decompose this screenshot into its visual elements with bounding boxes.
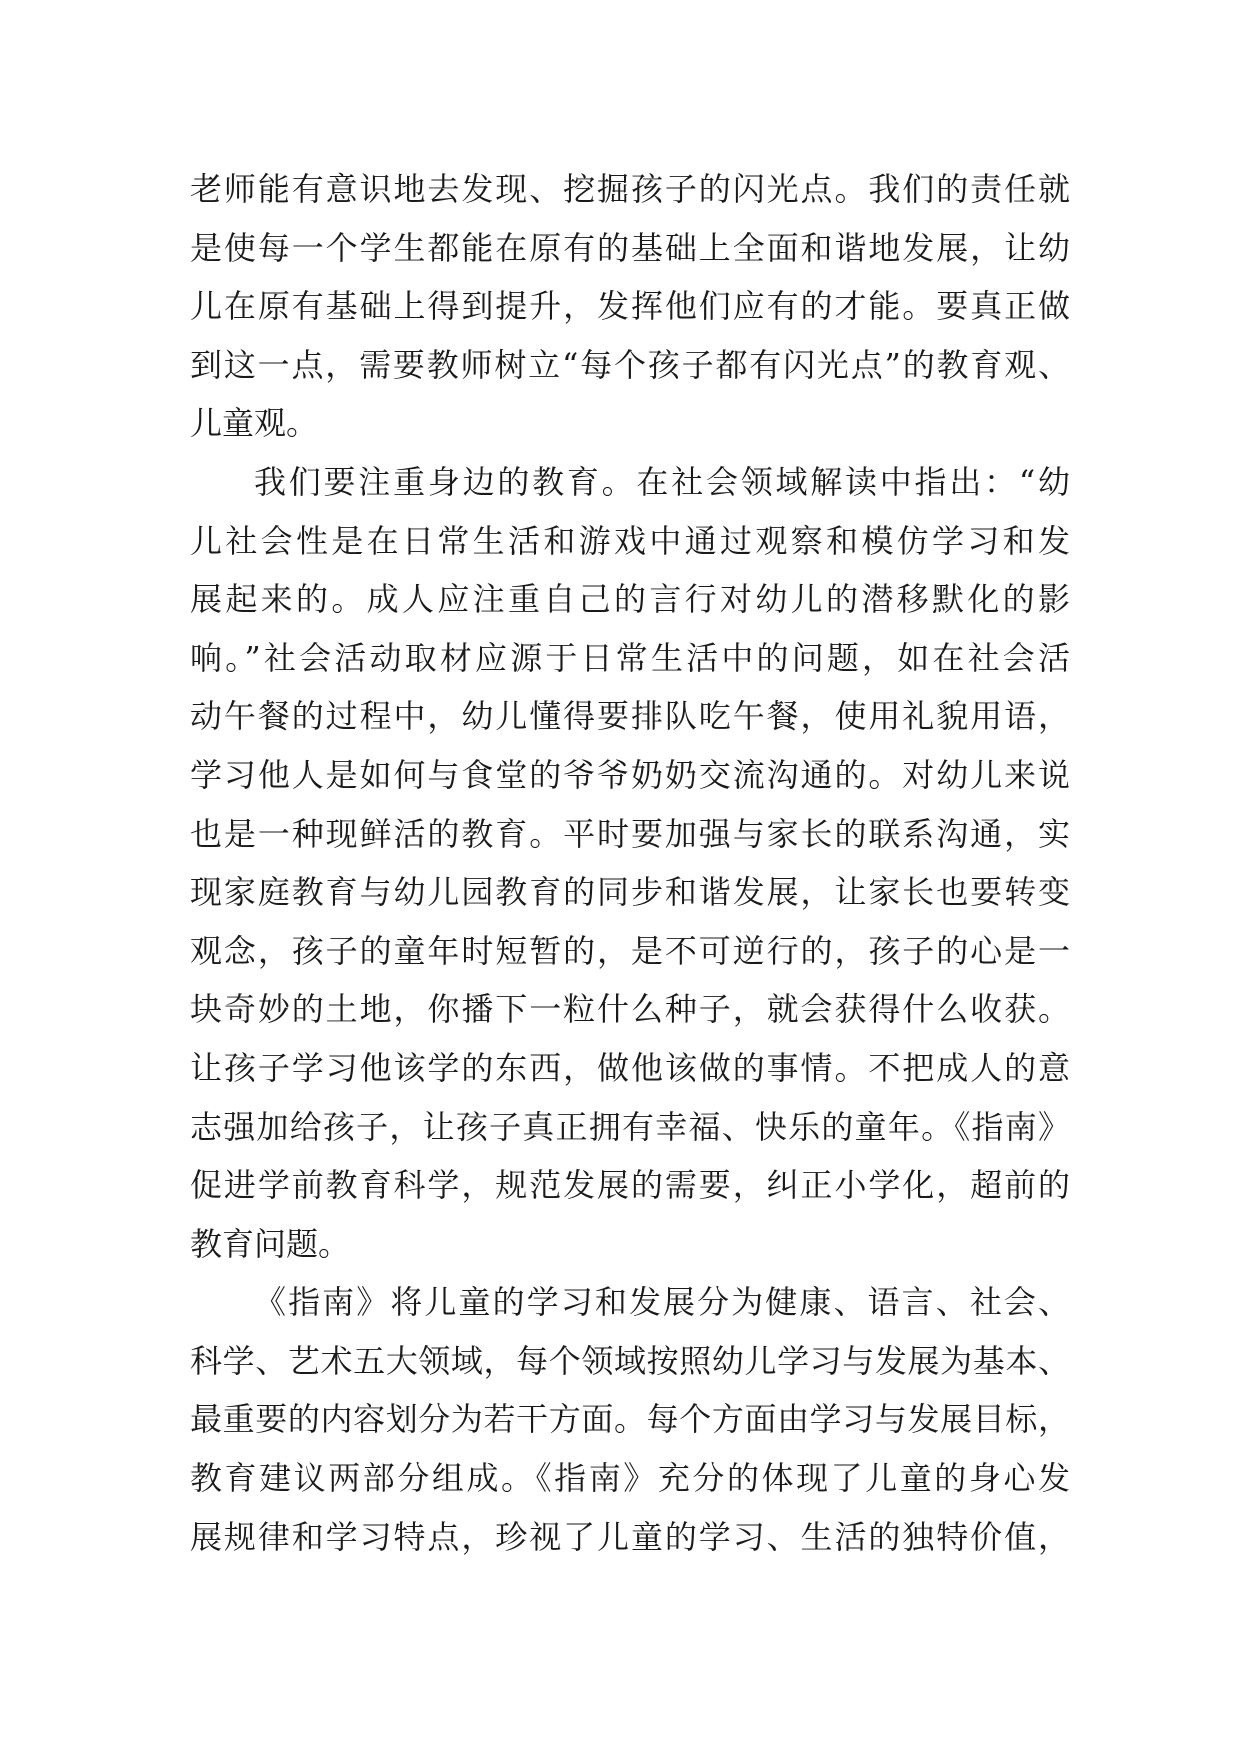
text-line: 观念，孩子的童年时短暂的，是不可逆行的，孩子的心是一 (190, 931, 1070, 970)
text-line: 最重要的内容划分为若干方面。每个方面由学习与发展目标， (190, 1400, 1070, 1439)
text-line: 展起来的。成人应注重自己的言行对幼儿的潜移默化的影 (190, 580, 1070, 619)
text-line: 现家庭教育与幼儿园教育的同步和谐发展，让家长也要转变 (190, 873, 1070, 912)
paragraph-first-line: 《指南》将儿童的学习和发展分为健康、语言、社会、 (254, 1283, 1070, 1322)
text-line: 教育问题。 (190, 1224, 351, 1263)
text-line: 儿在原有基础上得到提升，发挥他们应有的才能。要真正做 (190, 287, 1070, 326)
text-line: 儿童观。 (190, 404, 319, 443)
text-line: 到这一点，需要教师树立“每个孩子都有闪光点”的教育观、 (190, 345, 1070, 384)
text-line: 也是一种现鲜活的教育。平时要加强与家长的联系沟通，实 (190, 814, 1070, 853)
text-line: 儿社会性是在日常生活和游戏中通过观察和模仿学习和发 (190, 521, 1070, 560)
text-line: 教育建议两部分组成。《指南》充分的体现了儿童的身心发 (190, 1459, 1070, 1498)
text-line: 促进学前教育科学，规范发展的需要，纠正小学化，超前的 (190, 1166, 1070, 1205)
text-line: 展规律和学习特点，珍视了儿童的学习、生活的独特价值， (190, 1517, 1070, 1556)
text-line: 块奇妙的土地，你播下一粒什么种子，就会获得什么收获。 (190, 990, 1070, 1029)
paragraph-first-line: 我们要注重身边的教育。在社会领域解读中指出：“幼 (254, 462, 1070, 501)
text-line: 志强加给孩子，让孩子真正拥有幸福、快乐的童年。《指南》 (190, 1107, 1070, 1146)
text-line: 响。”社会活动取材应源于日常生活中的问题，如在社会活 (190, 638, 1070, 677)
text-line: 动午餐的过程中，幼儿懂得要排队吃午餐，使用礼貌用语， (190, 697, 1070, 736)
body-text (190, 160, 1070, 1566)
text-line: 老师能有意识地去发现、挖掘孩子的闪光点。我们的责任就 (190, 170, 1070, 208)
text-line: 是使每一个学生都能在原有的基础上全面和谐地发展，让幼 (190, 228, 1070, 267)
text-line: 科学、艺术五大领域，每个领域按照幼儿学习与发展为基本、 (190, 1341, 1070, 1380)
text-line: 让孩子学习他该学的东西，做他该做的事情。不把成人的意 (190, 1048, 1070, 1087)
text-line: 学习他人是如何与食堂的爷爷奶奶交流沟通的。对幼儿来说 (190, 755, 1070, 794)
